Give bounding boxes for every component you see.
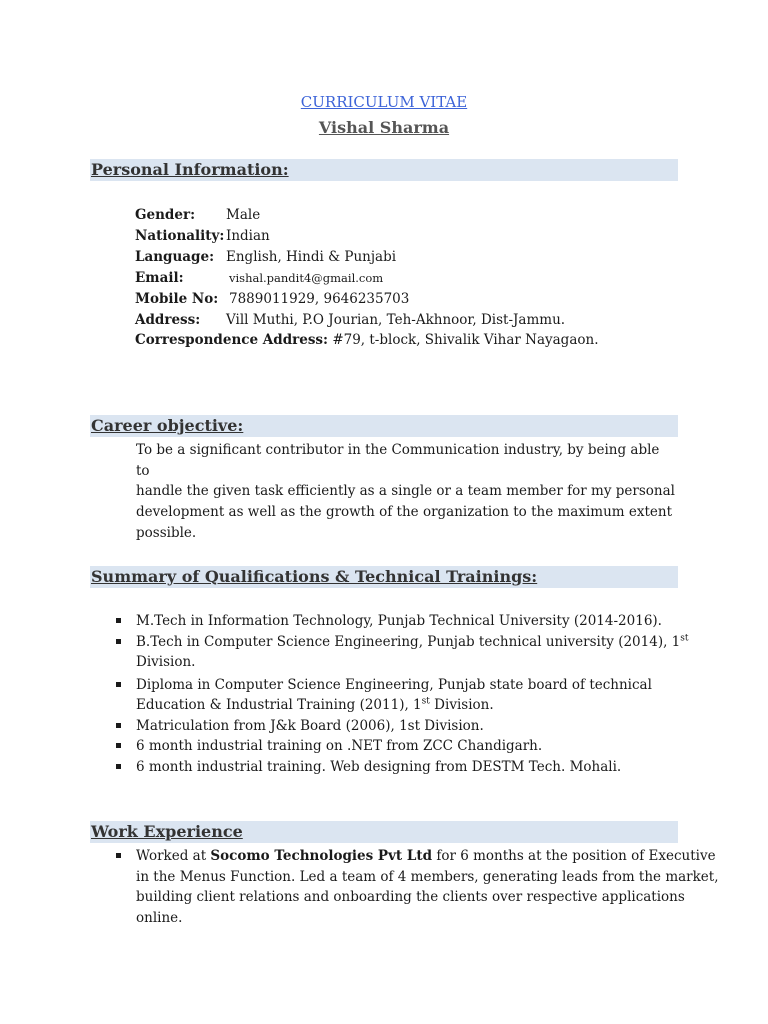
- list-item: Worked at Socomo Technologies Pvt Ltd for 6 months at the position of Executive in the Menus Function. Led a team of 4 members, generating leads from the market, building client relations and onboarding the clients over respective applications online.: [114, 846, 680, 928]
- info-row-correspondence-address: [135, 330, 598, 350]
- info-label: Gender:: [135, 207, 196, 223]
- paragraph-line: development as well as the growth of the organization to the maximum extent: [136, 504, 672, 521]
- info-row-email: [135, 268, 384, 288]
- info-row-nationality: [135, 226, 270, 246]
- qualifications-list: [114, 611, 689, 777]
- bullet-marker: [116, 723, 121, 728]
- info-row-mobile: [135, 289, 410, 309]
- info-value: Indian: [226, 228, 270, 244]
- bullet-marker: [116, 618, 121, 623]
- company-name: Socomo Technologies Pvt Ltd: [210, 848, 433, 864]
- info-row-address: [135, 310, 566, 330]
- qualifications-section-heading: Summary of Qualifications & Technical Trainings:: [91, 567, 538, 586]
- bullet-marker: [116, 682, 121, 687]
- bullet-marker: [116, 853, 121, 858]
- career-section-heading: Career objective:: [91, 416, 244, 435]
- info-label: Mobile No:: [135, 291, 219, 307]
- info-row-language: [135, 247, 397, 267]
- info-label: Correspondence Address:: [135, 332, 329, 348]
- bullet-marker: [116, 764, 121, 769]
- info-row-gender: [135, 205, 261, 225]
- info-value: Male: [226, 207, 261, 223]
- info-value: Vill Muthi, P.O Jourian, Teh-Akhnoor, Dist-Jammu.: [226, 312, 566, 328]
- info-value: English, Hindi & Punjabi: [226, 249, 397, 265]
- document-title: CURRICULUM VITAE: [300, 93, 468, 111]
- personal-section-heading: Personal Information:: [91, 160, 289, 179]
- info-label: Language:: [135, 249, 215, 265]
- paragraph-line: possible.: [136, 524, 197, 541]
- bullet-marker: [116, 743, 121, 748]
- list-item: 6 month industrial training. Web designing from DESTM Tech. Mohali.: [114, 757, 680, 778]
- list-item: Diploma in Computer Science Engineering, Punjab state board of technical Education & Industrial Training (2011), 1st Division.: [114, 675, 680, 716]
- paragraph-line: To be a significant contributor in the Communication industry, by being able to: [136, 442, 660, 479]
- list-item: 6 month industrial training on .NET from ZCC Chandigarh.: [114, 736, 680, 757]
- work-list: [114, 846, 719, 928]
- career-objective-text: [136, 440, 676, 544]
- info-label: Email:: [135, 270, 184, 286]
- info-label: Address:: [135, 312, 201, 328]
- info-value: #79, t-block, Shivalik Vihar Nayagaon.: [332, 332, 599, 348]
- info-value: 7889011929, 9646235703: [229, 291, 410, 307]
- bullet-marker: [116, 639, 121, 644]
- list-item: Matriculation from J&k Board (2006), 1st Division.: [114, 716, 680, 737]
- email-link[interactable]: vishal.pandit4@gmail.com: [229, 271, 384, 285]
- paragraph-line: handle the given task efficiently as a single or a team member for my personal: [136, 483, 675, 500]
- work-section-heading: Work Experience: [91, 822, 243, 841]
- list-item: B.Tech in Computer Science Engineering, Punjab technical university (2014), 1st Division.: [114, 632, 680, 673]
- info-label: Nationality:: [135, 228, 225, 244]
- candidate-name: Vishal Sharma: [318, 118, 450, 137]
- list-item: M.Tech in Information Technology, Punjab Technical University (2014-2016).: [114, 611, 680, 632]
